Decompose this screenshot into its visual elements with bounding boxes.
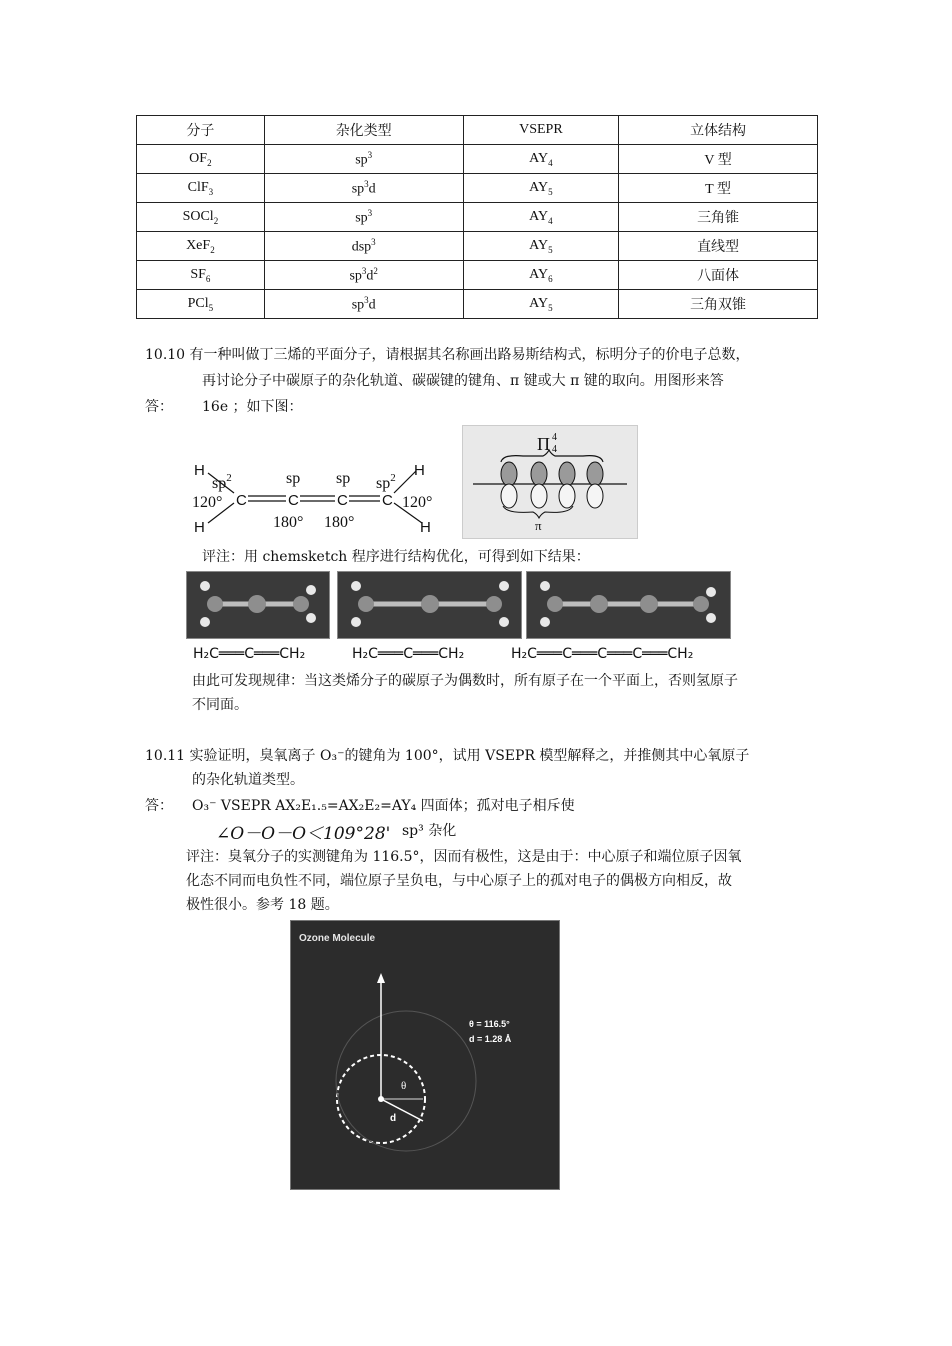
atom-h: H xyxy=(194,519,205,536)
hyb-label-sp: sp xyxy=(336,470,351,487)
answer-text: 16e ；如下图： xyxy=(202,399,303,415)
formula-propadiene: H₂C═══C═══CH₂ xyxy=(193,646,306,662)
d-value: d = 1.28 Å xyxy=(469,1034,512,1044)
angle-180: 180° xyxy=(273,514,304,531)
header-cell: 杂化类型 xyxy=(264,116,463,145)
molecule-cell: ClF$_3$ xyxy=(137,174,265,203)
table-header-row xyxy=(137,116,818,145)
note-ozone-1: 评注：臭氧分子的实测键角为 116.5°，因而有极性，这是由于：中心原子和端位原子因氧 xyxy=(186,849,742,865)
pi-orbital-figure xyxy=(462,425,638,539)
question-number: 10.10 xyxy=(145,347,186,363)
header-cell: 分子 xyxy=(137,116,265,145)
d-symbol: d xyxy=(390,1113,397,1124)
table-row xyxy=(137,145,818,174)
question-number: 10.11 xyxy=(145,748,186,764)
pi-sup: 4 xyxy=(552,432,557,443)
vsepr-cell: $AY_6$ xyxy=(463,261,619,290)
conclusion-text-cont: 不同面。 xyxy=(192,697,248,713)
atom-h: H xyxy=(414,462,425,479)
molecule-cell: $OF_2$ xyxy=(137,145,265,174)
hyb-cell: $sp^3d$ xyxy=(264,174,463,203)
note-chemsketch: 评注：用 chemsketch 程序进行结构优化，可得到如下结果： xyxy=(202,549,590,565)
atom-h: H xyxy=(194,462,205,479)
hyb-cell: $sp^3d^2$ xyxy=(264,261,463,290)
table-row xyxy=(137,261,818,290)
molecule-cell: XeF$_2$ xyxy=(137,232,265,261)
question-text-cont: 再讨论分子中碳原子的杂化轨道、碳碳键的键角、π 键或大 π 键的取向。用图形来答 xyxy=(202,373,724,389)
vsepr-cell: $AY_4$ xyxy=(463,145,619,174)
hyb-label-sp2: $sp^2$ xyxy=(212,472,232,492)
atom-h: H xyxy=(420,519,431,536)
hyb-label-sp2: $sp^2$ xyxy=(376,472,396,492)
shape-cell: V 型 xyxy=(619,145,818,174)
atom-c: C xyxy=(337,492,348,509)
theta-symbol: θ xyxy=(401,1080,407,1092)
angle-expression: ∠O－O－O＜109°28' xyxy=(216,824,391,844)
hyb-cell: dsp$^3$ xyxy=(264,232,463,261)
angle-180: 180° xyxy=(324,514,355,531)
hyb-cell: $sp^3$ xyxy=(264,145,463,174)
hyb-label-sp: sp xyxy=(286,470,301,487)
answer-label: 答： xyxy=(145,399,173,415)
angle-120: 120° xyxy=(402,494,433,511)
formula-butatriene: H₂C═══C═══C═══C═══CH₂ xyxy=(511,646,694,662)
shape-cell: 八面体 xyxy=(619,261,818,290)
molecule-image-propadiene xyxy=(186,571,330,639)
molecule-image-butatriene xyxy=(526,571,731,639)
pi-label: Π xyxy=(537,434,550,454)
table-row xyxy=(137,232,818,261)
question-text: 实验证明，臭氧离子 O₃⁻的键角为 100°，试用 VSEPR 模型解释之，并推侧其中心氧原子 xyxy=(189,748,750,764)
pi-sub: 4 xyxy=(552,444,557,455)
answer-label: 答： xyxy=(145,798,173,814)
formula-propadiene-2: H₂C═══C═══CH₂ xyxy=(352,646,465,662)
question-10-10 xyxy=(145,344,750,367)
vsepr-cell: $AY_4$ xyxy=(463,203,619,232)
question-text-cont: 的杂化轨道类型。 xyxy=(192,772,304,788)
pi-small-label: π xyxy=(535,518,542,533)
shape-cell: 三角锥 xyxy=(619,203,818,232)
butatriene-structure xyxy=(190,455,450,540)
vsepr-cell: $AY_5$ xyxy=(463,290,619,319)
hybridization-table xyxy=(136,115,818,319)
molecule-image-propadiene-2 xyxy=(337,571,522,639)
conclusion-text: 由此可发现规律：当这类烯分子的碳原子为偶数时，所有原子在一个平面上，否则氢原子 xyxy=(192,673,738,689)
molecule-cell: $SF_6$ xyxy=(137,261,265,290)
note-ozone-2: 化态不同而电负性不同，端位原子呈负电，与中心原子上的孤对电子的偶极方向相反，故 xyxy=(186,873,732,889)
angle-120: 120° xyxy=(192,494,223,511)
atom-c: C xyxy=(382,492,393,509)
table-row xyxy=(137,174,818,203)
hyb-cell: $sp^3d$ xyxy=(264,290,463,319)
shape-cell: T 型 xyxy=(619,174,818,203)
theta-value: θ = 116.5° xyxy=(469,1019,510,1029)
atom-c: C xyxy=(236,492,247,509)
figure-title: Ozone Molecule xyxy=(299,933,376,944)
header-cell: 立体结构 xyxy=(619,116,818,145)
molecule-cell: PCl$_5$ xyxy=(137,290,265,319)
answer-text: O₃⁻ VSEPR AX₂E₁.₅=AX₂E₂=AY₄ 四面体；孤对电子相斥使 xyxy=(192,798,575,814)
atom-c: C xyxy=(288,492,299,509)
hybrid-note: sp³ 杂化 xyxy=(402,823,457,839)
shape-cell: 三角双锥 xyxy=(619,290,818,319)
pi-orbital-diagram xyxy=(463,426,637,538)
header-cell: VSEPR xyxy=(463,116,619,145)
table-row xyxy=(137,290,818,319)
table-row xyxy=(137,203,818,232)
shape-cell: 直线型 xyxy=(619,232,818,261)
molecule-cell: SOCl$_2$ xyxy=(137,203,265,232)
vsepr-cell: $AY_5$ xyxy=(463,174,619,203)
note-ozone-3: 极性很小。参考 18 题。 xyxy=(186,897,339,913)
question-text: 有一种叫做丁三烯的平面分子，请根据其名称画出路易斯结构式，标明分子的价电子总数， xyxy=(189,347,750,363)
vsepr-cell: $AY_5$ xyxy=(463,232,619,261)
hyb-cell: $sp^3$ xyxy=(264,203,463,232)
ozone-diagram xyxy=(291,921,559,1189)
ozone-molecule-figure xyxy=(290,920,560,1190)
question-10-11 xyxy=(145,745,749,768)
